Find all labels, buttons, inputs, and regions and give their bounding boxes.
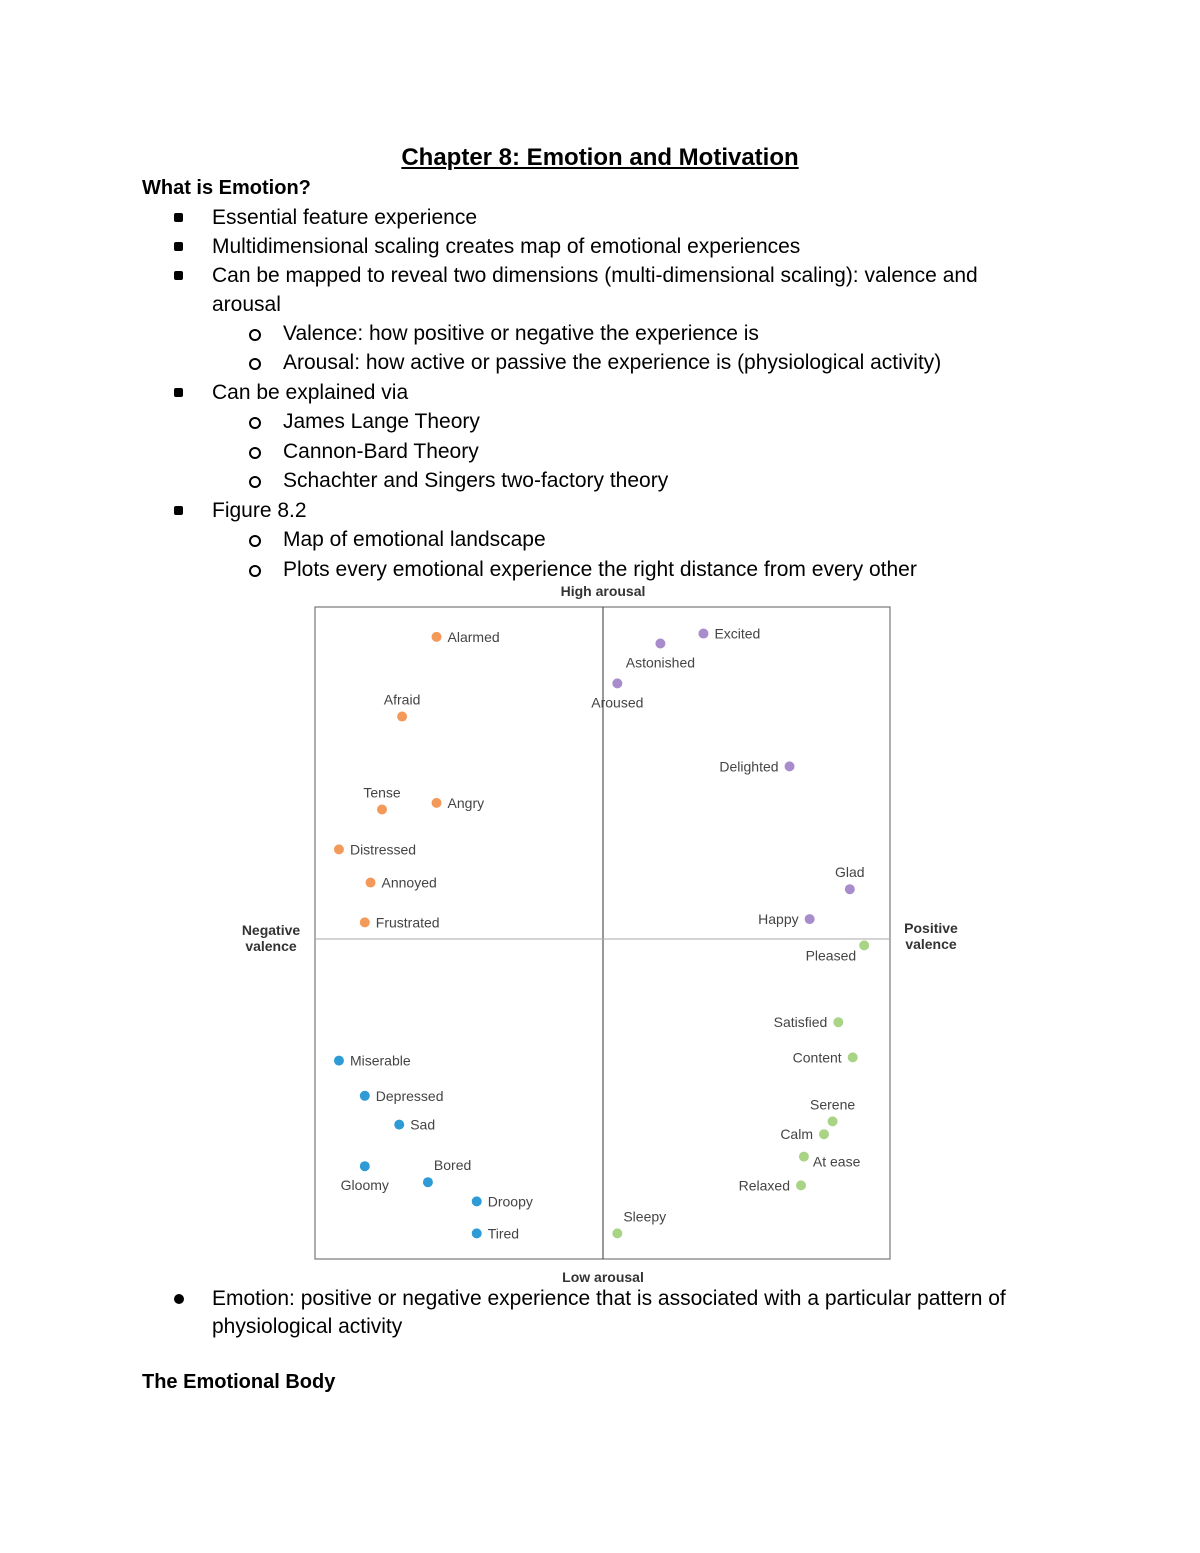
point-tense xyxy=(377,805,387,815)
point-relaxed xyxy=(796,1180,806,1190)
point-serene xyxy=(828,1116,838,1126)
data-points xyxy=(334,626,869,1242)
point-label: At ease xyxy=(812,1153,861,1170)
list-item: Can be explained via xyxy=(212,381,409,404)
point-label: Delighted xyxy=(719,758,779,775)
axis-label-left-line2: valence xyxy=(245,938,297,954)
point-content xyxy=(848,1052,858,1062)
point-label: Afraid xyxy=(383,691,421,708)
point-happy xyxy=(805,914,815,924)
point-excited xyxy=(698,629,708,639)
point-label: Calm xyxy=(780,1126,813,1143)
axis-label-right-line2: valence xyxy=(905,936,957,952)
section-heading-what-is-emotion: What is Emotion? xyxy=(142,177,311,199)
bullet-icon xyxy=(174,1294,184,1304)
point-distressed xyxy=(334,844,344,854)
sub-list-item: Map of emotional landscape xyxy=(283,528,546,551)
point-satisfied xyxy=(833,1017,843,1027)
point-miserable xyxy=(334,1056,344,1066)
point-annoyed xyxy=(366,878,376,888)
point-label: Alarmed xyxy=(447,628,500,645)
point-label: Relaxed xyxy=(738,1177,791,1194)
axis-label-bottom: Low arousal xyxy=(562,1269,644,1285)
point-label: Excited xyxy=(714,625,761,642)
point-label: Satisfied xyxy=(773,1014,828,1031)
point-label: Astonished xyxy=(625,654,696,671)
point-label: Sad xyxy=(410,1116,436,1133)
point-tired xyxy=(472,1228,482,1238)
list-item: Emotion: positive or negative experience that is associated with a particular pattern of xyxy=(212,1287,1006,1310)
sub-list-item: Plots every emotional experience the right distance from every other xyxy=(283,558,917,581)
point-aroused xyxy=(612,678,622,688)
point-glad xyxy=(845,884,855,894)
list-item-continuation: arousal xyxy=(212,293,281,316)
point-sleepy xyxy=(612,1228,622,1238)
point-label: Tense xyxy=(363,784,401,801)
list-item: Multidimensional scaling creates map of emotional experiences xyxy=(212,235,801,258)
point-depressed xyxy=(360,1091,370,1101)
point-label: Depressed xyxy=(375,1087,444,1104)
list-item: Can be mapped to reveal two dimensions (multi-dimensional scaling): valence and xyxy=(212,264,978,287)
axis-label-top: High arousal xyxy=(560,583,646,599)
sub-list-item: Schachter and Singers two-factory theory xyxy=(283,469,669,492)
point-label: Distressed xyxy=(349,841,417,858)
list-item: Figure 8.2 xyxy=(212,499,307,522)
point-at-ease xyxy=(799,1152,809,1162)
section-heading-emotional-body: The Emotional Body xyxy=(142,1371,336,1393)
point-bored xyxy=(423,1177,433,1187)
sub-list-item: James Lange Theory xyxy=(283,410,480,433)
page-title: Chapter 8: Emotion and Motivation xyxy=(401,144,799,171)
point-angry xyxy=(432,798,442,808)
point-label: Gloomy xyxy=(340,1177,389,1194)
point-alarmed xyxy=(432,632,442,642)
point-label: Content xyxy=(792,1049,842,1066)
point-frustrated xyxy=(360,917,370,927)
point-label: Droopy xyxy=(487,1193,533,1210)
point-droopy xyxy=(472,1196,482,1206)
point-calm xyxy=(819,1129,829,1139)
point-label: Miserable xyxy=(349,1052,411,1069)
list-item-continuation: physiological activity xyxy=(212,1315,403,1338)
list-item: Essential feature experience xyxy=(212,206,477,229)
point-label: Bored xyxy=(433,1157,472,1174)
point-label: Pleased xyxy=(805,947,857,964)
point-label: Tired xyxy=(487,1225,520,1242)
point-label: Sleepy xyxy=(623,1208,667,1225)
sub-list-item: Cannon-Bard Theory xyxy=(283,440,479,463)
point-label: Frustrated xyxy=(375,914,440,931)
point-astonished xyxy=(655,639,665,649)
axis-label-left-line1: Negative xyxy=(241,922,301,938)
sub-list-item: Arousal: how active or passive the experience is (physiological activity) xyxy=(283,351,942,374)
point-sad xyxy=(394,1120,404,1130)
point-label: Happy xyxy=(758,911,799,928)
point-label: Aroused xyxy=(591,694,644,711)
point-label: Annoyed xyxy=(381,874,437,891)
axis-label-right-line1: Positive xyxy=(904,920,958,936)
point-delighted xyxy=(785,761,795,771)
point-label: Serene xyxy=(810,1096,856,1113)
point-afraid xyxy=(397,712,407,722)
point-label: Glad xyxy=(835,864,865,881)
point-label: Angry xyxy=(447,794,485,811)
sub-list-item: Valence: how positive or negative the experience is xyxy=(283,322,759,345)
point-gloomy xyxy=(360,1161,370,1171)
point-pleased xyxy=(859,940,869,950)
